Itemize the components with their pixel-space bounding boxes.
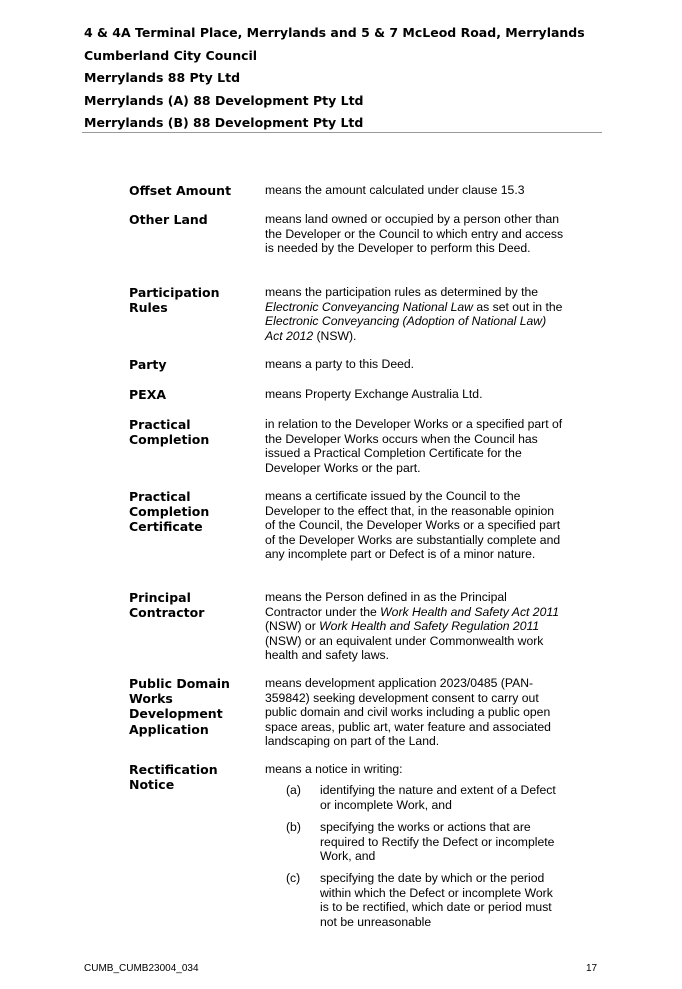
definition-term: Other Land — [129, 212, 208, 227]
definition-term: PEXA — [129, 387, 167, 402]
definition-text: means Property Exchange Australia Ltd. — [265, 387, 483, 401]
subclause-label: (c) — [286, 871, 301, 885]
header-party-1: Merrylands 88 Pty Ltd — [84, 70, 241, 86]
subclause-text: specifying the works or actions that are required to Rectify the Defect or incomplete Work, and — [320, 820, 555, 864]
definition-text: means a party to this Deed. — [265, 357, 415, 371]
definition-text: means a notice in writing: — [265, 762, 403, 776]
definition-text: means the amount calculated under clause 15.3 — [265, 183, 525, 197]
definition-term: Offset Amount — [129, 183, 232, 198]
document-header — [84, 22, 585, 135]
footer-page-number: 17 — [586, 963, 598, 974]
footer-document-reference: CUMB_CUMB23004_034 — [84, 963, 199, 974]
header-property-address: 4 & 4A Terminal Place, Merrylands and 5 & 7 McLeod Road, Merrylands — [84, 25, 585, 40]
definition-text — [265, 285, 565, 343]
subclause-label: (a) — [286, 783, 301, 797]
text-run: (NSW). — [313, 328, 357, 343]
definition-term: Practical Completion Certificate — [129, 489, 210, 535]
header-divider — [82, 132, 602, 133]
definition-text: means a certificate issued by the Council to the Developer to the effect that, in the reasonable opinion of the Council, the Developer Works or a specified part of the Developer Works are substantially complete and any incomplete part or Defect is of a minor nature. — [265, 489, 561, 562]
definition-term: Public Domain Works Development Application — [129, 676, 230, 737]
definition-text: in relation to the Developer Works or a specified part of the Developer Works occurs when the Council has issued a Practical Completion Certificate for the Developer Works or the part. — [265, 417, 563, 475]
text-run: (NSW) or — [265, 619, 320, 634]
subclause-text: specifying the date by which or the period within which the Defect or incomplete Work is to be rectified, which date or period must not be unreasonable — [320, 871, 553, 929]
text-run: means the Person defined in as the Principal Contractor under the — [265, 590, 507, 619]
statute-citation: Work Health and Safety Act 2011 — [380, 604, 560, 619]
text-run: as set out in the — [472, 299, 563, 314]
definition-text: means land owned or occupied by a person other than the Developer or the Council to which entry and access is needed by the Developer to perform this Deed. — [265, 212, 564, 256]
text-run: means the participation rules as determined by the — [265, 285, 539, 299]
statute-citation: Electronic Conveyancing National Law — [265, 299, 473, 314]
definition-term: Practical Completion — [129, 417, 210, 448]
definition-text: means development application 2023/0485 (PAN-359842) seeking development consent to carry out public domain and civil works including a public open space areas, public art, water feature and associated landscaping on part of the Land. — [265, 676, 551, 749]
definition-text — [265, 590, 565, 663]
statute-citation: Work Health and Safety Regulation 2011 — [319, 619, 540, 634]
header-party-2: Merrylands (A) 88 Development Pty Ltd — [84, 92, 364, 108]
text-run: (NSW) or an equivalent under Commonwealth work health and safety laws. — [265, 633, 544, 663]
definition-term: Participation Rules — [129, 285, 220, 316]
definition-term: Principal Contractor — [129, 590, 205, 621]
statute-citation: Electronic Conveyancing (Adoption of National Law) Act 2012 — [265, 314, 547, 343]
subclause-text: identifying the nature and extent of a Defect or incomplete Work, and — [320, 783, 556, 812]
definition-term: Rectification Notice — [129, 762, 218, 793]
subclause-label: (b) — [286, 820, 301, 834]
header-party-3: Merrylands (B) 88 Development Pty Ltd — [84, 115, 364, 131]
header-council: Cumberland City Council — [84, 47, 258, 63]
definition-term: Party — [129, 357, 167, 372]
